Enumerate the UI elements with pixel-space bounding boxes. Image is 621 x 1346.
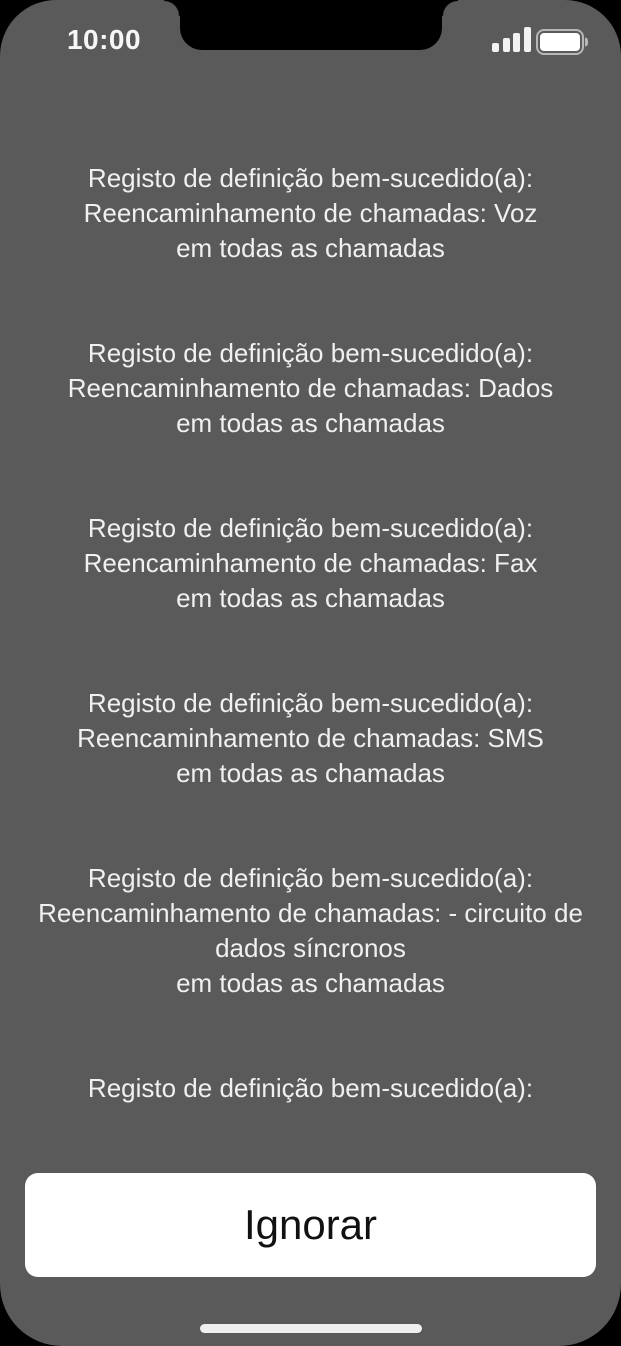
- message-item: [14, 861, 607, 1001]
- signal-strength-icon: [492, 27, 531, 52]
- message-line: Registo de definição bem-sucedido(a):: [87, 688, 534, 718]
- message-line: Registo de definição bem-sucedido(a):: [87, 863, 534, 893]
- battery-fill: [540, 33, 580, 51]
- message-list: [14, 161, 607, 1105]
- message-line: Registo de definição bem-sucedido(a):: [87, 513, 534, 543]
- message-item: [14, 686, 607, 791]
- message-line: Reencaminhamento de chamadas: SMS: [77, 723, 544, 753]
- message-item: [14, 511, 607, 616]
- battery-nub: [585, 38, 589, 47]
- notch: [180, 0, 442, 50]
- message-line: em todas as chamadas: [176, 968, 445, 998]
- message-item: [14, 1071, 607, 1105]
- ignore-button[interactable]: Ignorar: [25, 1173, 596, 1277]
- message-line: Registo de definição bem-sucedido(a):: [87, 1073, 534, 1103]
- message-line: Registo de definição bem-sucedido(a):: [87, 163, 534, 193]
- message-line: dados síncronos: [215, 933, 406, 963]
- message-item: [14, 161, 607, 266]
- message-line: em todas as chamadas: [176, 408, 445, 438]
- home-indicator[interactable]: [200, 1324, 422, 1333]
- message-line: Reencaminhamento de chamadas: - circuito de: [38, 898, 583, 928]
- message-line: em todas as chamadas: [176, 583, 445, 613]
- battery-icon: [536, 29, 584, 55]
- message-line: Reencaminhamento de chamadas: Dados: [67, 373, 554, 403]
- message-line: Registo de definição bem-sucedido(a):: [87, 338, 534, 368]
- status-bar-time: 10:00: [66, 24, 142, 55]
- message-line: em todas as chamadas: [176, 233, 445, 263]
- message-line: Reencaminhamento de chamadas: Fax: [83, 548, 538, 578]
- message-line: Reencaminhamento de chamadas: Voz: [83, 198, 538, 228]
- message-line: em todas as chamadas: [176, 758, 445, 788]
- message-item: [14, 336, 607, 441]
